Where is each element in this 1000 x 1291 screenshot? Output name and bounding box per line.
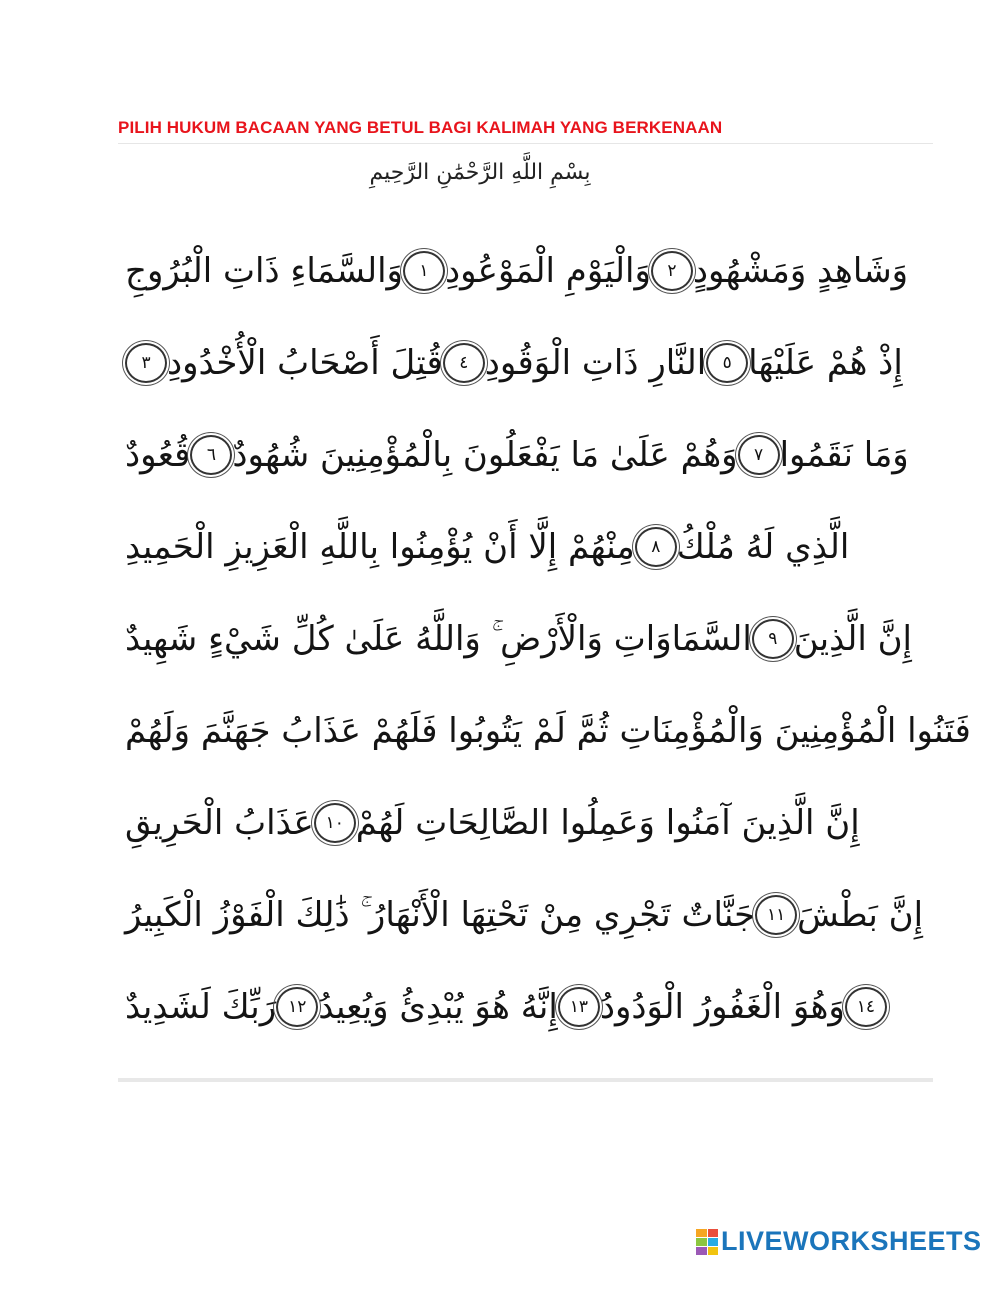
top-divider bbox=[118, 143, 933, 144]
logo-tile bbox=[708, 1238, 719, 1246]
ayah-text-segment[interactable]: وَهُمْ عَلَىٰ مَا يَفْعَلُونَ بِالْمُؤْمِنِينَ شُهُودٌ bbox=[232, 435, 738, 475]
ayah-text-segment[interactable]: السَّمَاوَاتِ وَالْأَرْضِ ۚ وَاللَّهُ عَلَىٰ كُلِّ شَيْءٍ شَهِيدٌ bbox=[125, 619, 752, 659]
quran-line bbox=[125, 961, 875, 1053]
ayah-number-marker: ٢ bbox=[651, 251, 693, 291]
ayah-number-marker: ٣ bbox=[125, 343, 167, 383]
ayah-number-marker: ٤ bbox=[443, 343, 485, 383]
ayah-number-marker: ١١ bbox=[755, 895, 797, 935]
quran-line bbox=[125, 317, 903, 409]
ayah-number-marker: ١٢ bbox=[276, 987, 318, 1027]
ayah-text-segment[interactable]: وَالْيَوْمِ الْمَوْعُودِ bbox=[444, 251, 651, 291]
quran-line bbox=[125, 593, 912, 685]
ayah-number-marker: ٧ bbox=[738, 435, 780, 475]
ayah-number-marker: ١٤ bbox=[845, 987, 887, 1027]
quran-line bbox=[125, 869, 924, 961]
ayah-text-segment[interactable]: إِنَّهُ هُوَ يُبْدِئُ وَيُعِيدُ bbox=[318, 987, 558, 1027]
logo-tile bbox=[708, 1229, 719, 1237]
bottom-divider bbox=[118, 1078, 933, 1082]
logo-tile bbox=[696, 1229, 707, 1237]
ayah-text-segment[interactable]: قُتِلَ أَصْحَابُ الْأُخْدُودِ bbox=[167, 343, 443, 383]
ayah-text-segment[interactable]: فَتَنُوا الْمُؤْمِنِينَ وَالْمُؤْمِنَاتِ ثُمَّ لَمْ يَتُوبُوا فَلَهُمْ عَذَابُ جَهَنَّمَ وَلَهُمْ bbox=[125, 711, 971, 751]
ayah-text-segment[interactable]: مِنْهُمْ إِلَّا أَنْ يُؤْمِنُوا بِاللَّهِ الْعَزِيزِ الْحَمِيدِ bbox=[125, 527, 635, 567]
ayah-number-marker: ١٣ bbox=[558, 987, 600, 1027]
ayah-text-segment[interactable]: وَالسَّمَاءِ ذَاتِ الْبُرُوجِ bbox=[125, 251, 403, 291]
ayah-number-marker: ٦ bbox=[190, 435, 232, 475]
quran-line bbox=[125, 501, 850, 593]
worksheet-instruction-title: PILIH HUKUM BACAAN YANG BETUL BAGI KALIMAH YANG BERKENAAN bbox=[118, 118, 723, 137]
liveworksheets-footer bbox=[696, 1226, 982, 1257]
ayah-text-segment[interactable]: وَشَاهِدٍ وَمَشْهُودٍ bbox=[692, 251, 909, 291]
ayah-text-segment[interactable]: قُعُودٌ bbox=[125, 435, 191, 475]
ayah-text-segment[interactable]: إِنَّ الَّذِينَ آمَنُوا وَعَمِلُوا الصَّالِحَاتِ لَهُمْ bbox=[355, 803, 860, 843]
basmalah-heading: بِسْمِ اللَّهِ الرَّحْمَٰنِ الرَّحِيمِ bbox=[369, 159, 591, 185]
ayah-text-segment[interactable]: الَّذِي لَهُ مُلْكُ bbox=[676, 527, 850, 567]
ayah-text-segment[interactable]: النَّارِ ذَاتِ الْوَقُودِ bbox=[484, 343, 707, 383]
ayah-text-segment[interactable]: رَبِّكَ لَشَدِيدٌ bbox=[125, 987, 277, 1027]
quran-line bbox=[125, 685, 971, 777]
quran-line bbox=[125, 225, 909, 317]
quran-line bbox=[125, 409, 909, 501]
logo-tile bbox=[696, 1247, 707, 1255]
quran-text-block bbox=[125, 225, 971, 1080]
logo-tile bbox=[696, 1238, 707, 1246]
ayah-text-segment[interactable]: وَمَا نَقَمُوا bbox=[779, 435, 909, 475]
ayah-text-segment[interactable]: إِنَّ بَطْشَ bbox=[797, 895, 924, 935]
ayah-number-marker: ١٠ bbox=[314, 803, 356, 843]
liveworksheets-brand-text: LIVEWORKSHEETS bbox=[721, 1226, 982, 1256]
ayah-text-segment[interactable]: عَذَابُ الْحَرِيقِ bbox=[125, 803, 314, 843]
logo-tile bbox=[708, 1247, 719, 1255]
quran-line bbox=[125, 777, 860, 869]
ayah-text-segment[interactable]: إِنَّ الَّذِينَ bbox=[793, 619, 912, 659]
ayah-text-segment[interactable]: إِذْ هُمْ عَلَيْهَا bbox=[748, 343, 903, 383]
ayah-number-marker: ٥ bbox=[706, 343, 748, 383]
ayah-number-marker: ٩ bbox=[752, 619, 794, 659]
ayah-text-segment[interactable]: جَنَّاتٌ تَجْرِي مِنْ تَحْتِهَا الْأَنْهَارُ ۚ ذَٰلِكَ الْفَوْزُ الْكَبِيرُ bbox=[125, 895, 756, 935]
ayah-text-segment[interactable]: وَهُوَ الْغَفُورُ الْوَدُودُ bbox=[599, 987, 845, 1027]
ayah-number-marker: ١ bbox=[403, 251, 445, 291]
liveworksheets-logo-icon bbox=[696, 1229, 718, 1255]
ayah-number-marker: ٨ bbox=[635, 527, 677, 567]
